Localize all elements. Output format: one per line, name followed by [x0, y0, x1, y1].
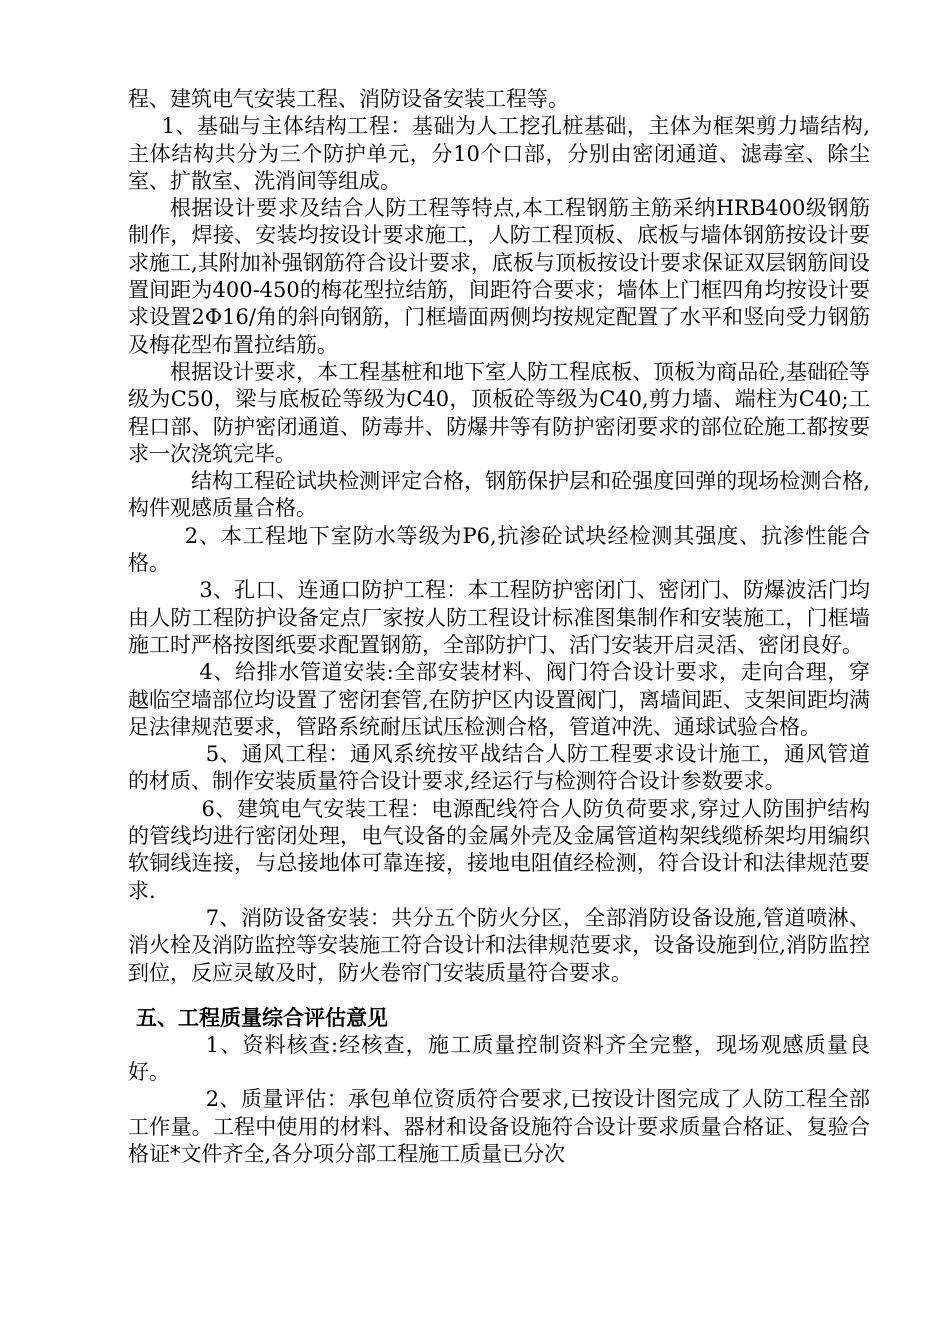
paragraph-concrete-testing: 结构工程砼试块检测评定合格，钢筋保护层和砼强度回弹的现场检测合格,构件观感质量合格。 — [128, 469, 870, 521]
paragraph-ventilation: 5、通风工程：通风系统按平战结合人防工程要求设计施工，通风管道的材质、制作安装质量符合设计要求,经运行与检测符合设计参数要求。 — [128, 742, 870, 794]
paragraph-plumbing: 4、给排水管道安装:全部安装材料、阀门符合设计要求，走向合理，穿越临空墙部位均设置了密闭套管,在防护区内设置阀门，离墙间距、支架间距均满足法律规范要求，管路系统耐压试压检测合格，管道冲洗、通球试验合格。 — [128, 660, 870, 739]
paragraph-concrete: 根据设计要求，本工程基桩和地下室人防工程底板、顶板为商品砼,基础砼等级为C50，梁与底板砼等级为C40，顶板砼等级为C40,剪力墙、端柱为C40;工程口部、防护密闭通道、防毒井、防爆井等有防护密闭要求的部位砼施工都按要求一次浇筑完毕。 — [128, 359, 870, 466]
paragraph-rebar: 根据设计要求及结合人防工程等特点,本工程钢筋主筋采纳HRB400级钢筋制作，焊接、安装均按设计要求施工，人防工程顶板、底板与墙体钢筋按设计要求施工,其附加补强钢筋符合设计要求，底板与顶板按设计要求保证双层钢筋间设置间距为400-450的梅花型拉结筋，间距符合要求；墙体上门框四角均按设计要求设置2Φ16/角的斜向钢筋，门框墙面两侧均按规定配置了水平和竖向受力钢筋及梅花型布置拉结筋。 — [128, 196, 870, 357]
paragraph-openings-protection: 3、孔口、连通口防护工程：本工程防护密闭门、密闭门、防爆波活门均由人防工程防护设备定点厂家按人防工程设计标准图集制作和安装施工，门框墙施工时严格按图纸要求配置钢筋，全部防护门、活门安装开启灵活、密闭良好。 — [128, 578, 870, 657]
paragraph-electrical: 6、建筑电气安装工程：电源配线符合人防负荷要求,穿过人防围护结构的管线均进行密闭处理，电气设备的金属外壳及金属管道构架线缆桥架均用编织软铜线连接，与总接地体可靠连接，接地电阻值经检测，符合设计和法律规范要求. — [128, 796, 870, 903]
paragraph-continuation: 程、建筑电气安装工程、消防设备安装工程等。 — [128, 87, 569, 111]
paragraph-waterproofing: 2、本工程地下室防水等级为P6,抗渗砼试块经检测其强度、抗渗性能合格。 — [128, 523, 870, 576]
paragraph-document-review: 1、资料核查:经核查，施工质量控制资料齐全完整，现场观感质量良好。 — [128, 1032, 870, 1085]
paragraph-foundation-structure: 1、基础与主体结构工程：基础为人工挖孔桩基础，主体为框架剪力墙结构,主体结构共分为三个防护单元，分10个口部，分别由密闭通道、滤毒室、除尘室、扩散室、洗消间等组成。 — [128, 114, 870, 193]
section-heading: 五、工程质量综合评估意见 — [136, 1005, 388, 1030]
paragraph-fire-protection: 7、消防设备安装：共分五个防火分区，全部消防设备设施,管道喷淋、消火栓及消防监控等安装施工符合设计和法律规范要求，设备设施到位,消防监控到位，反应灵敏及时，防火卷帘门安装质量符合要求。 — [128, 905, 870, 985]
document-body — [128, 86, 870, 1168]
paragraph-quality-assessment: 2、质量评估：承包单位资质符合要求,已按设计图完成了人防工程全部工作量。工程中使用的材料、器材和设备设施符合设计要求质量合格证、复验合格证*文件齐全,各分项分部工程施工质量已分次 — [128, 1087, 870, 1166]
